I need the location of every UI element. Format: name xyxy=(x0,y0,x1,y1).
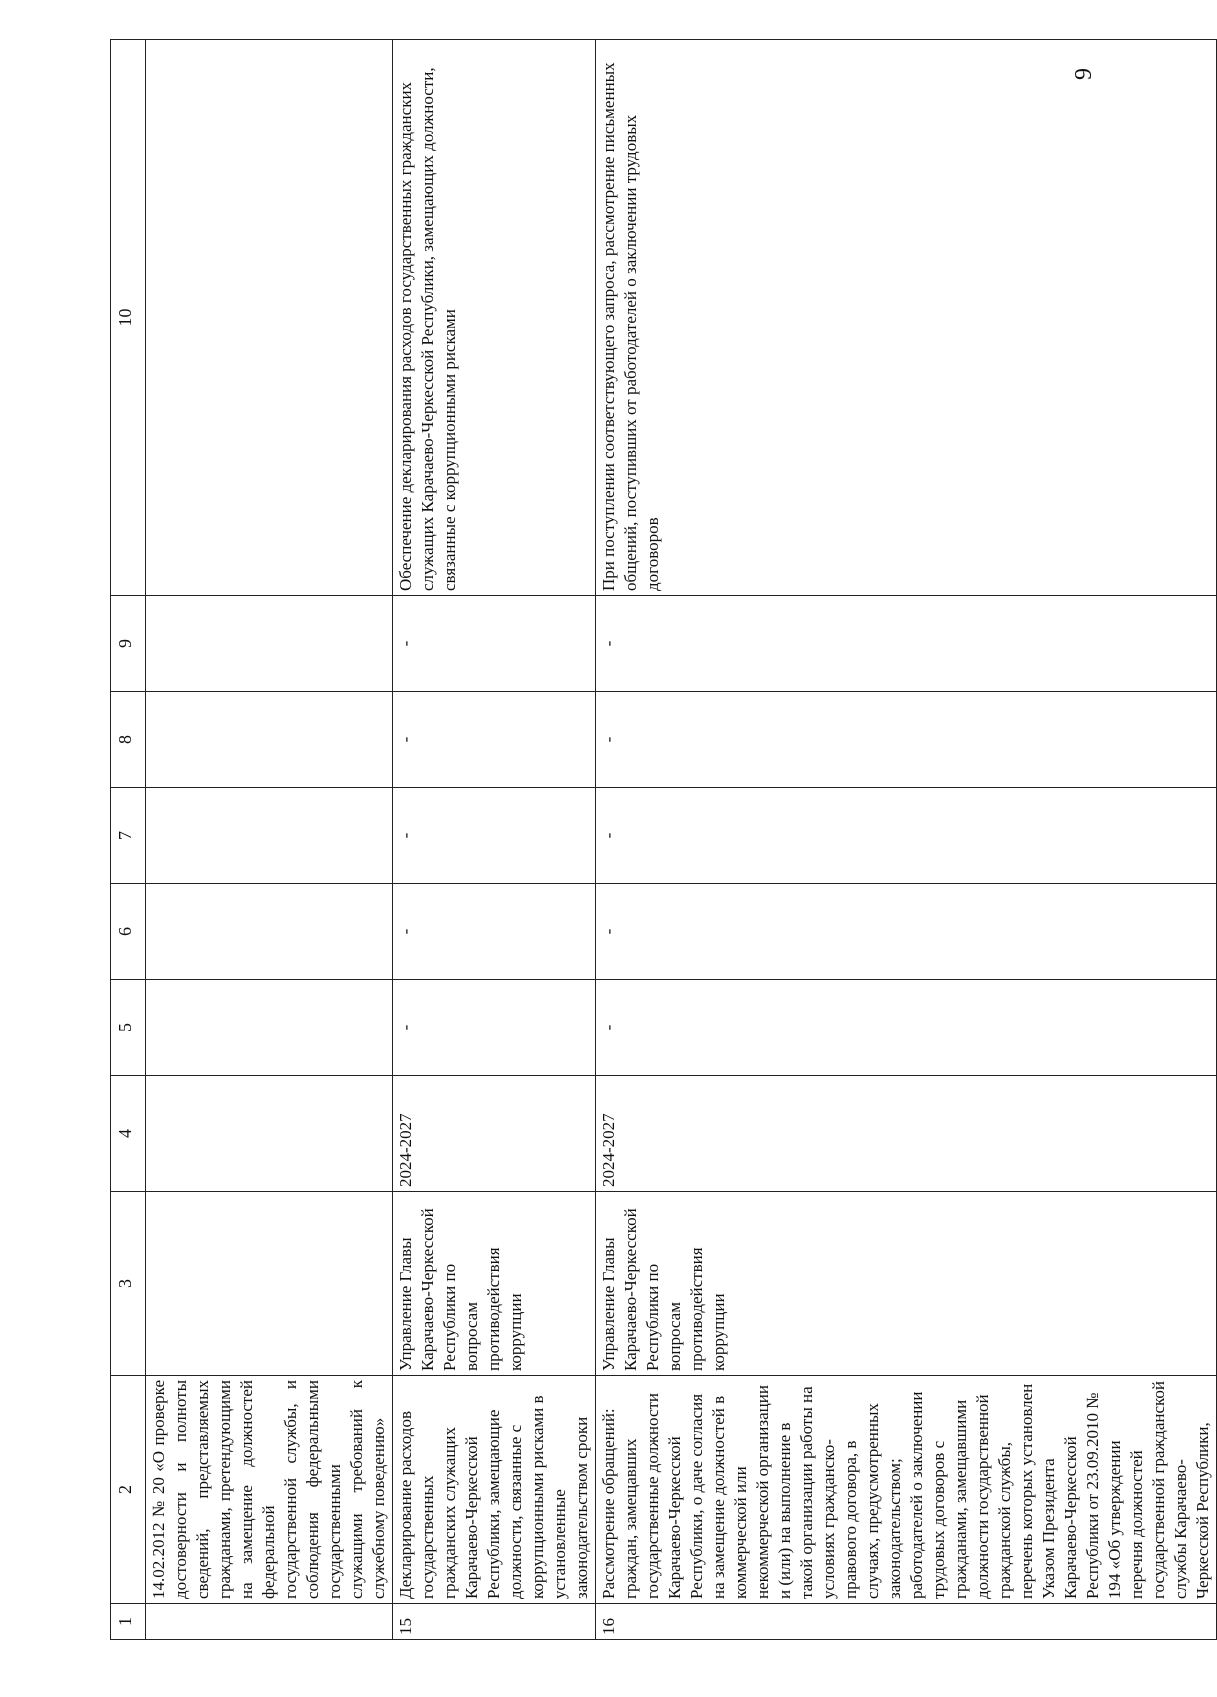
value-cell-5 xyxy=(146,980,393,1076)
executor-cell: Управление Главы Карачаево-Черкесской Республики по вопросам противодействия коррупции xyxy=(596,1192,1217,1376)
value-cell-8: - xyxy=(393,692,596,788)
rotated-page xyxy=(110,40,1212,1640)
row-number xyxy=(146,1604,393,1640)
result-cell xyxy=(146,40,393,596)
col-header-9: 9 xyxy=(111,596,146,692)
value-cell-9: - xyxy=(596,596,1217,692)
row-number: 15 xyxy=(393,1604,596,1640)
period-cell: 2024-2027 xyxy=(393,1076,596,1192)
value-cell-7 xyxy=(146,788,393,884)
value-cell-6: - xyxy=(596,884,1217,980)
period-cell: 2024-2027 xyxy=(596,1076,1217,1192)
table-row xyxy=(393,40,596,1640)
value-cell-7: - xyxy=(393,788,596,884)
measure-cell: Декларирование расходов государственных гражданских служащих Карачаево-Черкесской Республики, замещающие должности, связанные с коррупционными рисками в установленные законодательством сроки xyxy=(393,1376,596,1604)
value-cell-5: - xyxy=(596,980,1217,1076)
row-number: 16 xyxy=(596,1604,1217,1640)
measure-cell: Рассмотрение обращений: граждан, замещавших государственные должности Карачаево-Черкесской Республики, о даче согласия на замещение должностей в коммерческой или некоммерческой организации и (или) на выполнение в такой организации работы на условиях гражданско-правового договора, в случаях, предусмотренных законодательством; работодателей о заключении трудовых договоров с гражданами, замещавшими должности государственной гражданской службы, перечень которых установлен Указом Президента Карачаево-Черкесской Республики от 23.09.2010 № 194 «Об утверждении перечня должностей государственной гражданской службы Карачаево-Черкесской Республики, xyxy=(596,1376,1217,1604)
value-cell-8 xyxy=(146,692,393,788)
col-header-8: 8 xyxy=(111,692,146,788)
col-header-10: 10 xyxy=(111,40,146,596)
table-row xyxy=(146,40,393,1640)
value-cell-6: - xyxy=(393,884,596,980)
col-header-3: 3 xyxy=(111,1192,146,1376)
executor-cell xyxy=(146,1192,393,1376)
value-cell-6 xyxy=(146,884,393,980)
value-cell-7: - xyxy=(596,788,1217,884)
col-header-6: 6 xyxy=(111,884,146,980)
value-cell-5: - xyxy=(393,980,596,1076)
result-cell: При поступлении соответствующего запроса, рассмотрение письменных общений, поступивших от работодателей о заключении трудовых договоров xyxy=(596,40,1217,596)
page-number: 9 xyxy=(1071,68,1097,80)
anticorruption-plan-table xyxy=(110,39,1217,1640)
period-cell xyxy=(146,1076,393,1192)
result-cell: Обеспечение декларирования расходов государственных гражданских служащих Карачаево-Черкесской Республики, замещающих должности, связанные с коррупционными рисками xyxy=(393,40,596,596)
col-header-1: 1 xyxy=(111,1604,146,1640)
value-cell-8: - xyxy=(596,692,1217,788)
measure-cell: 14.02.2012 № 20 «О проверке достоверности и полноты сведений, представляемых гражданами, претендующими на замещение должностей федеральной государственной службы, и соблюдения федеральными государственными служащими требований к служебному поведению» xyxy=(146,1376,393,1604)
col-header-7: 7 xyxy=(111,788,146,884)
col-header-2: 2 xyxy=(111,1376,146,1604)
value-cell-9: - xyxy=(393,596,596,692)
value-cell-9 xyxy=(146,596,393,692)
table-header-row xyxy=(111,40,146,1640)
col-header-4: 4 xyxy=(111,1076,146,1192)
table-row xyxy=(596,40,1217,1640)
executor-cell: Управление Главы Карачаево-Черкесской Республики по вопросам противодействия коррупции xyxy=(393,1192,596,1376)
col-header-5: 5 xyxy=(111,980,146,1076)
